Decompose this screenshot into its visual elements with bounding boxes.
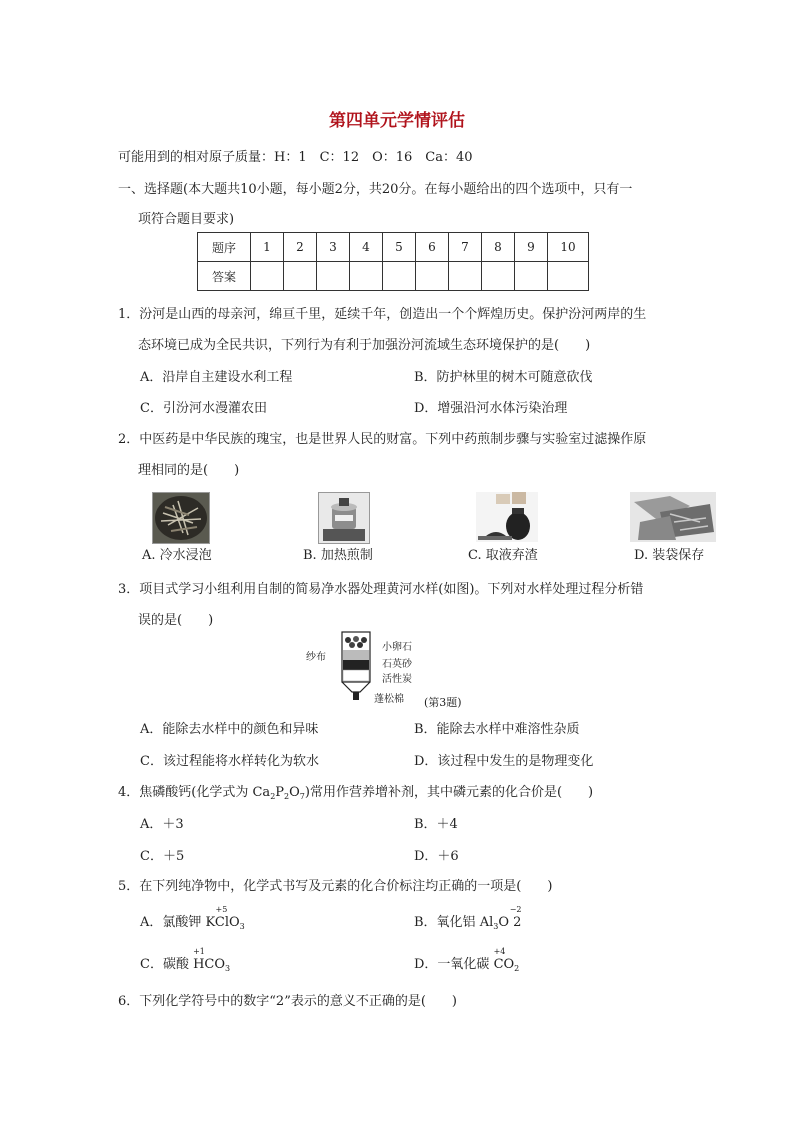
water-filter-diagram (336, 630, 376, 702)
q5-option-b[interactable] (414, 905, 522, 931)
table-number-cell: 7 (449, 233, 482, 262)
q2-caption-a[interactable]: A. 冷水浸泡 (142, 548, 212, 563)
q5-option-a-formula-o: O (229, 915, 240, 930)
q3-option-d[interactable]: D．该过程中发生的是物理变化 (414, 754, 594, 769)
q4-sub-2: 2 (284, 792, 290, 801)
q5-option-c-text: C．碳酸 (140, 957, 194, 972)
q5-option-b-last: 2 (513, 915, 522, 930)
table-number-cell: 4 (350, 233, 383, 262)
q5-option-b-text: B．氧化铝 (414, 915, 480, 930)
label-activated-carbon: 活性炭 (382, 674, 412, 685)
q5-option-a-text: A．氯酸钾 (140, 915, 206, 930)
answer-cell[interactable] (515, 262, 548, 291)
q5-option-d-valence: +4 (493, 947, 506, 956)
table-row (198, 233, 589, 262)
table-number-cell: 3 (317, 233, 350, 262)
q5-option-c-valence: +1 (193, 947, 205, 956)
q1-option-c[interactable]: C．引汾河水漫灌农田 (140, 401, 267, 416)
q5-option-b-sub: 3 (493, 922, 499, 931)
q5-option-d[interactable] (414, 947, 520, 973)
table-number-cell: 5 (383, 233, 416, 262)
q5-option-c-sub: 3 (225, 964, 231, 973)
label-quartz-sand: 石英砂 (382, 659, 412, 670)
photo-bagged-herbs (630, 492, 716, 542)
figure-caption: (第3题) (424, 696, 462, 709)
q4-sub-1: 2 (270, 792, 276, 801)
q5-option-a[interactable] (140, 905, 245, 931)
answer-cell[interactable] (383, 262, 416, 291)
q5-option-a-valence: +5 (215, 905, 228, 914)
q4-option-d[interactable]: D．＋6 (414, 849, 459, 864)
q1-option-b[interactable]: B．防护林里的树木可随意砍伐 (414, 370, 593, 385)
q4-sub-3: 7 (299, 792, 305, 801)
q4-mid-1: P (275, 785, 285, 800)
q5-stem: 5．在下列纯净物中，化学式书写及元素的化合价标注均正确的一项是( ) (118, 879, 553, 894)
q3-stem-line2: 误的是( ) (138, 613, 214, 628)
q4-mid-2: O (289, 785, 300, 800)
table-row (198, 262, 589, 291)
q4-option-c[interactable]: C．＋5 (140, 849, 185, 864)
q4-option-b[interactable]: B．＋4 (414, 817, 458, 832)
q1-option-d[interactable]: D．增强沿河水体污染治理 (414, 401, 568, 416)
q3-option-c[interactable]: C．该过程能将水样转化为软水 (140, 754, 319, 769)
cotton-layer (343, 670, 369, 681)
answer-cell[interactable] (416, 262, 449, 291)
q3-option-a[interactable]: A．能除去水样中的颜色和异味 (140, 722, 319, 737)
q5-option-d-text: D．一氧化碳 (414, 957, 494, 972)
q3-stem-line1: 3．项目式学习小组利用自制的简易净水器处理黄河水样(如图)。下列对水样处理过程分析错 (118, 582, 644, 597)
table-head-cell: 题序 (198, 233, 251, 262)
q5-option-c[interactable] (140, 947, 231, 973)
table-number-cell: 8 (482, 233, 515, 262)
q5-option-b-formula: Al (479, 915, 494, 930)
q2-stem-line1: 2．中医药是中华民族的瑰宝，也是世界人民的财富。下列中药煎制步骤与实验室过滤操作原 (118, 432, 647, 447)
q5-option-b-valence: −2 (509, 905, 522, 914)
table-number-cell: 10 (548, 233, 589, 262)
q3-option-b[interactable]: B．能除去水样中难溶性杂质 (414, 722, 580, 737)
q2-caption-b[interactable]: B. 加热煎制 (303, 548, 373, 563)
section-heading-line1: 一、选择题(本大题共10小题，每小题2分，共20分。在每小题给出的四个选项中，只有一 (118, 182, 633, 197)
answer-table (197, 232, 589, 291)
table-head-cell: 答案 (198, 262, 251, 291)
q4-option-a[interactable]: A．＋3 (140, 817, 184, 832)
atomic-mass-note: 可能用到的相对原子质量：H：1 C：12 O：16 Ca：40 (118, 150, 473, 165)
q6-stem: 6．下列化学符号中的数字“2”表示的意义不正确的是( ) (118, 994, 457, 1009)
answer-cell[interactable] (350, 262, 383, 291)
q1-stem-line2: 态环境已成为全民共识，下列行为有利于加强汾河流域生态环境保护的是( ) (138, 338, 591, 353)
answer-cell[interactable] (449, 262, 482, 291)
q4-stem-pre: 4．焦磷酸钙(化学式为 Ca (118, 785, 271, 800)
q2-stem-line2: 理相同的是( ) (138, 463, 240, 478)
q1-option-a[interactable]: A．沿岸自主建设水利工程 (140, 370, 293, 385)
q5-option-d-sub: 2 (514, 964, 520, 973)
table-number-cell: 9 (515, 233, 548, 262)
q4-stem-post: )常用作营养增补剂，其中磷元素的化合价是( ) (304, 785, 594, 800)
q5-option-a-sub: 3 (239, 922, 245, 931)
photo-decoction-pot (318, 492, 370, 544)
label-pebble: 小卵石 (382, 642, 412, 653)
activated-carbon-layer (343, 660, 369, 670)
table-number-cell: 1 (251, 233, 284, 262)
answer-cell[interactable] (317, 262, 350, 291)
q5-option-b-formula-o: O (498, 915, 514, 930)
photo-soaking-herbs (152, 492, 210, 544)
table-number-cell: 6 (416, 233, 449, 262)
answer-cell[interactable] (482, 262, 515, 291)
q5-option-d-formula: CO (493, 957, 515, 972)
photo-pouring-liquid (476, 492, 538, 542)
q2-caption-c[interactable]: C. 取液弃渣 (468, 548, 538, 563)
label-gauze: 纱布 (306, 652, 326, 663)
quartz-sand-layer (343, 650, 369, 660)
label-cotton: 蓬松棉 (374, 694, 404, 705)
q2-caption-d[interactable]: D. 装袋保存 (634, 548, 705, 563)
table-number-cell: 2 (284, 233, 317, 262)
q5-option-c-formula: HCO (193, 957, 226, 972)
q4-stem (118, 781, 593, 801)
answer-cell[interactable] (251, 262, 284, 291)
section-heading-line2: 项符合题目要求) (138, 212, 235, 227)
q5-option-a-formula: KCl (205, 915, 229, 930)
page-title: 第四单元学情评估 (329, 111, 465, 131)
q1-stem-line1: 1．汾河是山西的母亲河，绵亘千里，延续千年，创造出一个个辉煌历史。保护汾河两岸的生 (118, 307, 647, 322)
answer-cell[interactable] (284, 262, 317, 291)
answer-cell[interactable] (548, 262, 589, 291)
